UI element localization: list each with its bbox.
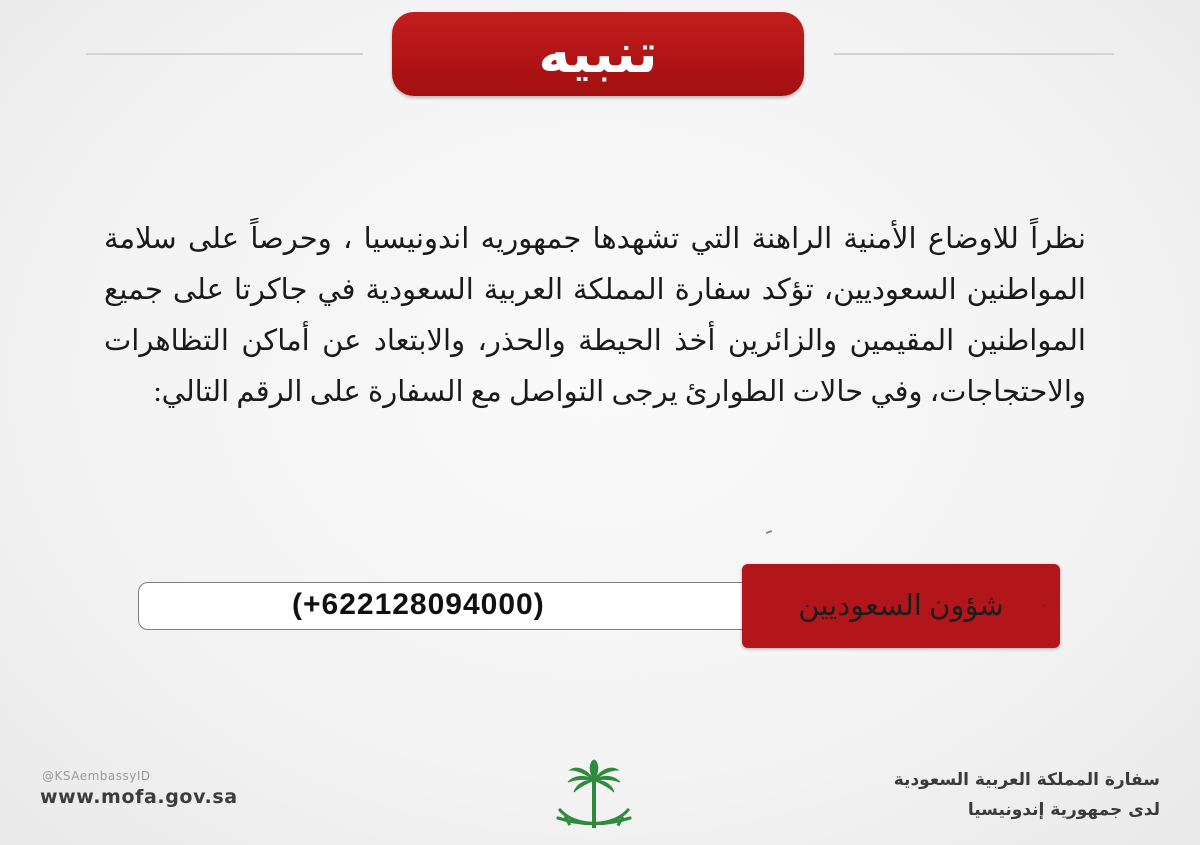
- decorative-dot: [1042, 604, 1046, 608]
- embassy-location: لدى جمهورية إندونيسيا: [967, 800, 1160, 820]
- department-label: شؤون السعوديين: [798, 590, 1004, 622]
- header-right-divider: [834, 53, 1114, 55]
- header-left-divider: [86, 53, 363, 55]
- social-handle: @KSAembassyID: [42, 769, 151, 783]
- notice-body-text: نظراً للاوضاع الأمنية الراهنة التي تشهدها جمهوريه اندونيسيا ، وحرصاً على سلامة المواطنين السعوديين، تؤكد سفارة المملكة العربية السعودية في جاكرتا على جميع المواطنين المقيمين والزائرين أخذ الحيطة والحذر، والابتعاد عن أماكن التظاهرات والاحتجاجات، وفي حالات الطوارئ يرجى التواصل مع السفارة على الرقم التالي:: [104, 223, 1086, 408]
- embassy-name: سفارة المملكة العربية السعودية: [893, 770, 1160, 790]
- page-title: تنبيه: [538, 22, 658, 85]
- phone-number[interactable]: (+622128094000): [292, 588, 545, 621]
- title-banner: [392, 12, 804, 96]
- stray-mark: [766, 530, 772, 534]
- website-link[interactable]: www.mofa.gov.sa: [40, 786, 238, 808]
- palm-swords-emblem-icon: [546, 758, 642, 838]
